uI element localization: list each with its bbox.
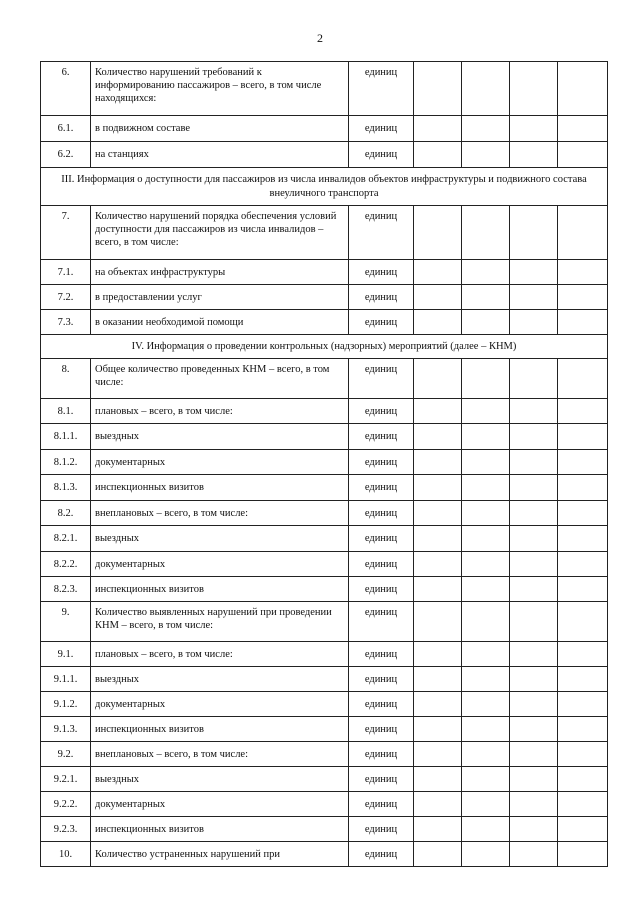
table-row	[41, 717, 608, 742]
row-number: 9.2.1.	[41, 767, 91, 792]
value-cell	[414, 552, 462, 577]
row-number: 7.3.	[41, 310, 91, 335]
indicator-name: внеплановых – всего, в том числе:	[91, 501, 349, 526]
row-number: 9.1.2.	[41, 692, 91, 717]
table-row	[41, 817, 608, 842]
value-cell	[414, 817, 462, 842]
value-cell	[462, 260, 510, 285]
value-cell	[558, 526, 608, 552]
indicator-name: в оказании необходимой помощи	[91, 310, 349, 335]
value-cell	[558, 817, 608, 842]
value-cell	[558, 577, 608, 602]
value-cell	[510, 717, 558, 742]
value-cell	[462, 792, 510, 817]
indicator-name: документарных	[91, 692, 349, 717]
value-cell	[510, 399, 558, 424]
value-cell	[558, 260, 608, 285]
value-cell	[462, 475, 510, 501]
value-cell	[414, 767, 462, 792]
value-cell	[414, 842, 462, 867]
value-cell	[558, 642, 608, 667]
value-cell	[462, 310, 510, 335]
indicator-name: инспекционных визитов	[91, 577, 349, 602]
value-cell	[510, 424, 558, 450]
unit-of-measure: единиц	[349, 62, 414, 116]
unit-of-measure: единиц	[349, 767, 414, 792]
unit-of-measure: единиц	[349, 285, 414, 310]
value-cell	[510, 642, 558, 667]
unit-of-measure: единиц	[349, 692, 414, 717]
value-cell	[510, 817, 558, 842]
value-cell	[414, 742, 462, 767]
row-number: 6.1.	[41, 116, 91, 142]
value-cell	[414, 692, 462, 717]
value-cell	[414, 206, 462, 260]
unit-of-measure: единиц	[349, 424, 414, 450]
value-cell	[462, 767, 510, 792]
value-cell	[462, 399, 510, 424]
value-cell	[558, 742, 608, 767]
row-number: 9.2.2.	[41, 792, 91, 817]
page-number: 2	[317, 31, 323, 45]
table-row	[41, 260, 608, 285]
value-cell	[462, 526, 510, 552]
value-cell	[558, 475, 608, 501]
unit-of-measure: единиц	[349, 817, 414, 842]
row-number: 8.2.3.	[41, 577, 91, 602]
value-cell	[414, 717, 462, 742]
indicator-name: плановых – всего, в том числе:	[91, 399, 349, 424]
value-cell	[510, 742, 558, 767]
value-cell	[558, 62, 608, 116]
value-cell	[558, 692, 608, 717]
value-cell	[462, 501, 510, 526]
row-number: 8.1.3.	[41, 475, 91, 501]
value-cell	[414, 310, 462, 335]
indicator-name: в подвижном составе	[91, 116, 349, 142]
value-cell	[462, 116, 510, 142]
value-cell	[510, 692, 558, 717]
table-row	[41, 602, 608, 642]
row-number: 7.1.	[41, 260, 91, 285]
value-cell	[510, 260, 558, 285]
value-cell	[414, 475, 462, 501]
row-number: 9.1.3.	[41, 717, 91, 742]
value-cell	[462, 424, 510, 450]
indicator-name: на объектах инфраструктуры	[91, 260, 349, 285]
value-cell	[510, 842, 558, 867]
indicator-name: Количество нарушений порядка обеспечения условий доступности для пассажиров из числа инвалидов – всего, в том числе:	[91, 206, 349, 260]
row-number: 7.	[41, 206, 91, 260]
row-number: 8.2.1.	[41, 526, 91, 552]
value-cell	[462, 552, 510, 577]
value-cell	[414, 577, 462, 602]
table-row	[41, 475, 608, 501]
row-number: 8.1.	[41, 399, 91, 424]
value-cell	[510, 142, 558, 168]
indicator-name: Количество устраненных нарушений при	[91, 842, 349, 867]
row-number: 8.2.	[41, 501, 91, 526]
value-cell	[462, 817, 510, 842]
row-number: 10.	[41, 842, 91, 867]
row-number: 9.2.3.	[41, 817, 91, 842]
table-row	[41, 692, 608, 717]
table-row	[41, 842, 608, 867]
value-cell	[462, 692, 510, 717]
indicator-name: в предоставлении услуг	[91, 285, 349, 310]
value-cell	[414, 501, 462, 526]
value-cell	[510, 310, 558, 335]
indicator-name: документарных	[91, 450, 349, 475]
table-row	[41, 424, 608, 450]
value-cell	[558, 450, 608, 475]
value-cell	[510, 450, 558, 475]
value-cell	[510, 792, 558, 817]
value-cell	[510, 116, 558, 142]
section-header-row	[41, 168, 608, 206]
table-row	[41, 792, 608, 817]
value-cell	[558, 285, 608, 310]
unit-of-measure: единиц	[349, 577, 414, 602]
value-cell	[558, 767, 608, 792]
unit-of-measure: единиц	[349, 667, 414, 692]
row-number: 8.	[41, 359, 91, 399]
table-row	[41, 359, 608, 399]
value-cell	[462, 602, 510, 642]
value-cell	[414, 62, 462, 116]
indicator-name: выездных	[91, 667, 349, 692]
table-row	[41, 62, 608, 116]
value-cell	[462, 206, 510, 260]
value-cell	[414, 792, 462, 817]
unit-of-measure: единиц	[349, 142, 414, 168]
table-row	[41, 642, 608, 667]
row-number: 9.	[41, 602, 91, 642]
table-body	[41, 62, 608, 867]
table-row	[41, 285, 608, 310]
table-row	[41, 310, 608, 335]
value-cell	[510, 767, 558, 792]
row-number: 8.1.2.	[41, 450, 91, 475]
table-row	[41, 577, 608, 602]
table-row	[41, 742, 608, 767]
value-cell	[462, 842, 510, 867]
unit-of-measure: единиц	[349, 116, 414, 142]
value-cell	[414, 667, 462, 692]
value-cell	[510, 577, 558, 602]
value-cell	[414, 260, 462, 285]
indicator-name: выездных	[91, 767, 349, 792]
value-cell	[510, 62, 558, 116]
table-row	[41, 501, 608, 526]
value-cell	[462, 717, 510, 742]
value-cell	[462, 450, 510, 475]
unit-of-measure: единиц	[349, 742, 414, 767]
value-cell	[558, 501, 608, 526]
section-title: III. Информация о доступности для пассажиров из числа инвалидов объектов инфраструктуры и подвижного состава внеуличного транспорта	[41, 168, 608, 206]
table-row	[41, 450, 608, 475]
section-title: IV. Информация о проведении контрольных (надзорных) мероприятий (далее – КНМ)	[41, 335, 608, 359]
value-cell	[462, 285, 510, 310]
row-number: 6.2.	[41, 142, 91, 168]
indicator-name: Общее количество проведенных КНМ – всего, в том числе:	[91, 359, 349, 399]
table-row	[41, 767, 608, 792]
value-cell	[558, 142, 608, 168]
indicator-name: Количество выявленных нарушений при проведении КНМ – всего, в том числе:	[91, 602, 349, 642]
value-cell	[462, 642, 510, 667]
value-cell	[510, 501, 558, 526]
indicator-name: инспекционных визитов	[91, 475, 349, 501]
row-number: 8.1.1.	[41, 424, 91, 450]
value-cell	[462, 62, 510, 116]
row-number: 9.1.1.	[41, 667, 91, 692]
value-cell	[414, 424, 462, 450]
unit-of-measure: единиц	[349, 602, 414, 642]
value-cell	[462, 742, 510, 767]
report-table	[40, 61, 608, 867]
unit-of-measure: единиц	[349, 206, 414, 260]
value-cell	[558, 717, 608, 742]
value-cell	[510, 602, 558, 642]
value-cell	[414, 526, 462, 552]
unit-of-measure: единиц	[349, 842, 414, 867]
indicator-name: выездных	[91, 424, 349, 450]
value-cell	[558, 792, 608, 817]
unit-of-measure: единиц	[349, 792, 414, 817]
indicator-name: Количество нарушений требований к информированию пассажиров – всего, в том числе находящихся:	[91, 62, 349, 116]
unit-of-measure: единиц	[349, 260, 414, 285]
value-cell	[510, 359, 558, 399]
indicator-name: на станциях	[91, 142, 349, 168]
table-row	[41, 667, 608, 692]
value-cell	[510, 667, 558, 692]
indicator-name: внеплановых – всего, в том числе:	[91, 742, 349, 767]
unit-of-measure: единиц	[349, 526, 414, 552]
value-cell	[558, 602, 608, 642]
unit-of-measure: единиц	[349, 310, 414, 335]
unit-of-measure: единиц	[349, 450, 414, 475]
unit-of-measure: единиц	[349, 501, 414, 526]
value-cell	[510, 552, 558, 577]
table-row	[41, 552, 608, 577]
indicator-name: выездных	[91, 526, 349, 552]
row-number: 7.2.	[41, 285, 91, 310]
value-cell	[558, 206, 608, 260]
value-cell	[462, 667, 510, 692]
value-cell	[558, 310, 608, 335]
unit-of-measure: единиц	[349, 475, 414, 501]
table-row	[41, 116, 608, 142]
value-cell	[414, 399, 462, 424]
value-cell	[558, 359, 608, 399]
value-cell	[414, 285, 462, 310]
row-number: 6.	[41, 62, 91, 116]
value-cell	[414, 116, 462, 142]
value-cell	[462, 577, 510, 602]
indicator-name: инспекционных визитов	[91, 717, 349, 742]
section-header-row	[41, 335, 608, 359]
row-number: 9.1.	[41, 642, 91, 667]
indicator-name: инспекционных визитов	[91, 817, 349, 842]
table-row	[41, 142, 608, 168]
value-cell	[558, 116, 608, 142]
table-row	[41, 399, 608, 424]
unit-of-measure: единиц	[349, 399, 414, 424]
unit-of-measure: единиц	[349, 717, 414, 742]
unit-of-measure: единиц	[349, 552, 414, 577]
table-row	[41, 526, 608, 552]
indicator-name: плановых – всего, в том числе:	[91, 642, 349, 667]
unit-of-measure: единиц	[349, 359, 414, 399]
value-cell	[558, 667, 608, 692]
value-cell	[510, 285, 558, 310]
row-number: 9.2.	[41, 742, 91, 767]
unit-of-measure: единиц	[349, 642, 414, 667]
value-cell	[414, 450, 462, 475]
indicator-name: документарных	[91, 552, 349, 577]
value-cell	[558, 842, 608, 867]
value-cell	[414, 359, 462, 399]
value-cell	[462, 142, 510, 168]
value-cell	[558, 424, 608, 450]
value-cell	[414, 602, 462, 642]
value-cell	[414, 642, 462, 667]
value-cell	[510, 206, 558, 260]
value-cell	[558, 399, 608, 424]
indicator-name: документарных	[91, 792, 349, 817]
value-cell	[510, 475, 558, 501]
value-cell	[462, 359, 510, 399]
value-cell	[558, 552, 608, 577]
table-row	[41, 206, 608, 260]
value-cell	[510, 526, 558, 552]
value-cell	[414, 142, 462, 168]
row-number: 8.2.2.	[41, 552, 91, 577]
